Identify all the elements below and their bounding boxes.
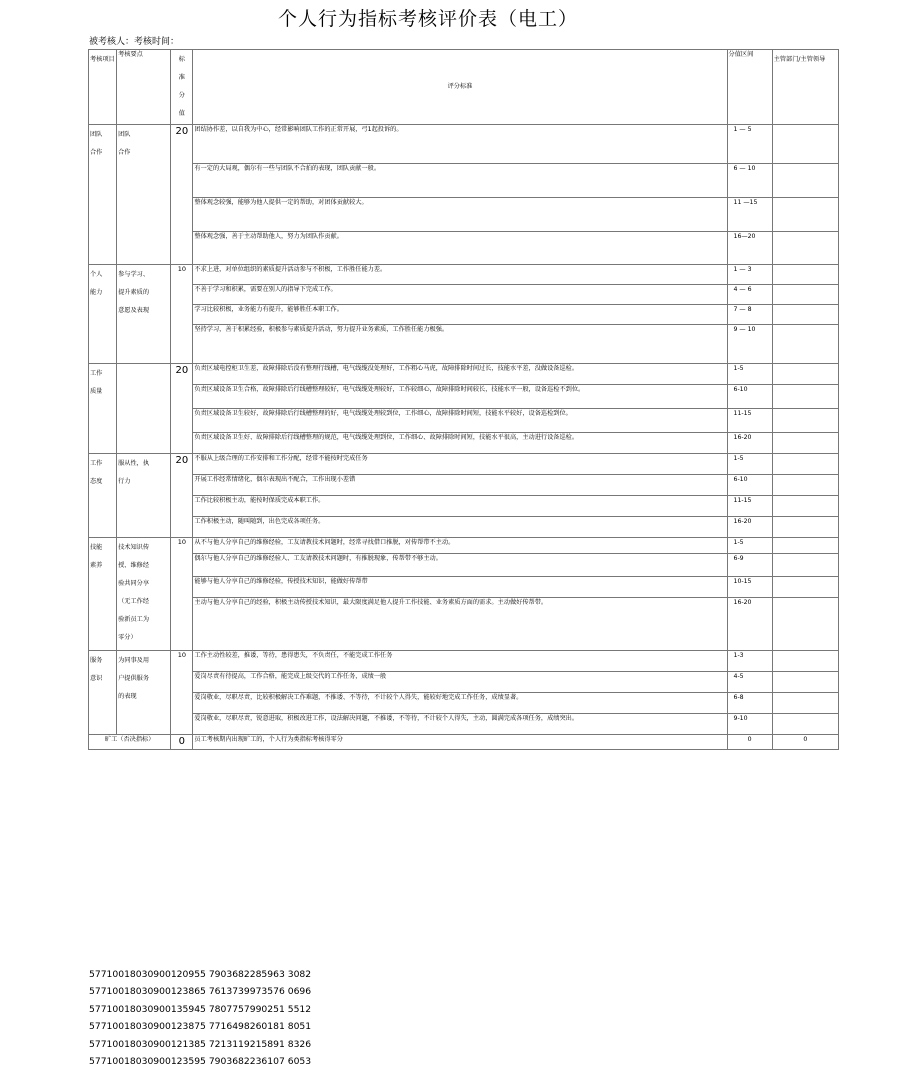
range-cell: 6-10	[727, 475, 772, 496]
code-line: 57710018030900123595 7903682236107 6053	[89, 1056, 312, 1068]
supervisor-cell	[772, 714, 838, 735]
table-row	[89, 164, 839, 198]
range-cell: 9 — 10	[727, 325, 772, 364]
item-cell: 个人 能力	[89, 265, 117, 364]
table-row	[89, 714, 839, 735]
range-cell: 16-20	[727, 517, 772, 538]
criteria-cell: 不求上进，对单位组织的素质提升活动参与不积极，工作胜任能力差。	[193, 265, 727, 285]
standard-score-cell: 10	[171, 538, 193, 651]
supervisor-cell	[772, 285, 838, 305]
points-cell	[117, 364, 171, 454]
item-cell: 工作 质量	[89, 364, 117, 454]
points-cell: 团队 合作	[117, 125, 171, 265]
criteria-cell: 从不与他人分享自己的维修经验，工友请教技术问题时，经常寻找借口推脱，对传帮带不主动。	[193, 538, 727, 554]
standard-score-cell: 20	[171, 364, 193, 454]
supervisor-cell	[772, 232, 838, 265]
supervisor-cell	[772, 577, 838, 598]
table-row	[89, 325, 839, 364]
table-row	[89, 265, 839, 285]
range-cell: 11-15	[727, 496, 772, 517]
supervisor-cell	[772, 496, 838, 517]
range-cell: 6-10	[727, 385, 772, 409]
table-row	[89, 305, 839, 325]
absence-score: 0	[171, 735, 193, 750]
table-row	[89, 232, 839, 265]
supervisor-cell	[772, 325, 838, 364]
criteria-cell: 不服从上级合理的工作安排和工作分配，经常不能按时完成任务	[193, 454, 727, 475]
points-cell: 参与学习、 提升素质的 意愿及表现	[117, 265, 171, 364]
code-line: 57710018030900121385 7213119215891 8326	[89, 1038, 312, 1050]
supervisor-cell	[772, 454, 838, 475]
criteria-cell: 负责区域设备卫生较好，故障排除后行线槽整理的好，电气线缆处理较到位，工作细心，故障排除时间短，技能水平较好，设备巡检到位。	[193, 409, 727, 433]
header-supervisor: 主管部门/主管领导	[772, 50, 838, 125]
code-line: 57710018030900135945 7807757990251 5512	[89, 1003, 312, 1015]
code-list	[89, 966, 311, 1070]
header-points: 考核要点	[117, 50, 171, 125]
range-cell: 6-9	[727, 554, 772, 577]
criteria-cell: 有一定的大局观，偶尔有一些与团队不合拍的表现，团队贡献一般。	[193, 164, 727, 198]
table-row	[89, 538, 839, 554]
table-row	[89, 577, 839, 598]
range-cell: 11 —15	[727, 198, 772, 232]
standard-score-cell: 10	[171, 651, 193, 735]
range-cell: 6-8	[727, 693, 772, 714]
table-row	[89, 598, 839, 651]
item-cell: 服务 意识	[89, 651, 117, 735]
criteria-cell: 不善于学习和积累，需要在别人的指导下完成工作。	[193, 285, 727, 305]
criteria-cell: 工作主动性较差，推诿，等待，患得患失，不负责任，不能完成工作任务	[193, 651, 727, 672]
table-row	[89, 475, 839, 496]
code-line: 57710018030900123865 7613739973576 0696	[89, 986, 312, 998]
supervisor-cell	[772, 364, 838, 385]
table-row	[89, 385, 839, 409]
supervisor-cell	[772, 265, 838, 285]
supervisor-cell	[772, 475, 838, 496]
criteria-cell: 负责区域电控柜卫生差，故障排除后没有整理行线槽，电气线缆没处理好，工作粗心马虎，故障排除时间过长，技能水平差，没做设备巡检。	[193, 364, 727, 385]
supervisor-cell	[772, 554, 838, 577]
supervisor-cell	[772, 409, 838, 433]
range-cell: 16—20	[727, 232, 772, 265]
supervisor-cell	[772, 385, 838, 409]
absence-supervisor: 0	[772, 735, 838, 750]
criteria-cell: 工作积极主动，随叫随到，出色完成各项任务。	[193, 517, 727, 538]
table-row	[89, 409, 839, 433]
item-cell: 工作 态度	[89, 454, 117, 538]
header-standard-score: 标 准 分 值	[171, 50, 193, 125]
range-cell: 16-20	[727, 598, 772, 651]
supervisor-cell	[772, 164, 838, 198]
table-row	[89, 364, 839, 385]
range-cell: 1-5	[727, 538, 772, 554]
range-cell: 16-20	[727, 433, 772, 454]
supervisor-cell	[772, 198, 838, 232]
range-cell: 11-15	[727, 409, 772, 433]
header-range: 分值区间	[727, 50, 772, 125]
range-cell: 1-5	[727, 454, 772, 475]
range-cell: 4-5	[727, 672, 772, 693]
table-row	[89, 454, 839, 475]
absence-criteria: 员工考核期内出现旷工的，个人行为类指标考核得零分	[193, 735, 727, 750]
range-cell: 1 — 3	[727, 265, 772, 285]
range-cell: 4 — 6	[727, 285, 772, 305]
standard-score-cell: 20	[171, 454, 193, 538]
standard-score-cell: 10	[171, 265, 193, 364]
item-cell: 技能 素养	[89, 538, 117, 651]
code-line: 57710018030900123875 7716498260181 8051	[89, 1021, 312, 1033]
range-cell: 1-5	[727, 364, 772, 385]
criteria-cell: 学习比较积极，业务能力有提升，能够胜任本职工作。	[193, 305, 727, 325]
item-cell: 团队 合作	[89, 125, 117, 265]
range-cell: 1 — 5	[727, 125, 772, 164]
evaluation-table	[88, 49, 839, 750]
criteria-cell: 主动与他人分享自己的经验，积极主动传授技术知识，最大限度满足他人提升工作技能、业务素质方面的需求。主动做好传帮带。	[193, 598, 727, 651]
table-row	[89, 672, 839, 693]
supervisor-cell	[772, 305, 838, 325]
criteria-cell: 整体观念强，善于主动帮助他人，努力为团队作贡献。	[193, 232, 727, 265]
supervisor-cell	[772, 517, 838, 538]
table-row	[89, 198, 839, 232]
supervisor-cell	[772, 672, 838, 693]
header-row	[89, 50, 839, 125]
criteria-cell: 负责区域设备卫生合格，故障排除后行线槽整理较好，电气线缆处理较好，工作较细心，故障排除时间较长，技能水平一般，设备巡检不到位。	[193, 385, 727, 409]
range-cell: 7 — 8	[727, 305, 772, 325]
criteria-cell: 团结协作差，以自我为中心，经常影响团队工作的正常开展，弓1起投诉的。	[193, 125, 727, 164]
supervisor-cell	[772, 125, 838, 164]
range-cell: 6 — 10	[727, 164, 772, 198]
criteria-cell: 能够与他人分享自己的维修经验，传授技术知识，能做好传帮带	[193, 577, 727, 598]
header-item: 考核项目	[89, 50, 117, 125]
standard-score-cell: 20	[171, 125, 193, 265]
table-row	[89, 285, 839, 305]
supervisor-cell	[772, 651, 838, 672]
page-title: 个人行为指标考核评价表（电工）	[277, 8, 578, 30]
absence-label: 旷工（否决指标）	[89, 735, 171, 750]
points-cell: 为同事及用 户提供服务 的表现	[117, 651, 171, 735]
supervisor-cell	[772, 433, 838, 454]
table-row	[89, 554, 839, 577]
absence-row	[89, 735, 839, 750]
criteria-cell: 爱岗敬业，尽职尽责，比较积极解决工作难题，不推诿、不等待，不计较个人得失，能较好地完成工作任务，成绩显著。	[193, 693, 727, 714]
criteria-cell: 爱岗尽责有待提高，工作合格，能完成上级交代的工作任务，成绩一般	[193, 672, 727, 693]
table-row	[89, 433, 839, 454]
supervisor-cell	[772, 693, 838, 714]
criteria-cell: 整体观念较强，能够为他人提供一定的帮助，对团体贡献较大。	[193, 198, 727, 232]
supervisor-cell	[772, 538, 838, 554]
absence-range: 0	[727, 735, 772, 750]
subtitle: 被考核人：考核时间：	[89, 37, 180, 47]
points-cell: 技术知识传 授、维修经 验共同分享 （无工作经 验新员工为 零分）	[117, 538, 171, 651]
range-cell: 10-15	[727, 577, 772, 598]
criteria-cell: 爱岗敬业，尽职尽责，锐意进取，积极改进工作，设法解决问题，不推诿，不等待，不计较个人得失，主动，圆满完成各项任务，成绩突出。	[193, 714, 727, 735]
criteria-cell: 偶尔与他人分享自己的维修经验人、工友请教技术问题时，有推脱现象，传帮带不够主动。	[193, 554, 727, 577]
table-row	[89, 496, 839, 517]
criteria-cell: 负责区域设备卫生好、故障排除后行线槽整理的规范，电气线缆处理到位，工作细心、故障排除时间短，技能水平很高，主动进行设备巡检。	[193, 433, 727, 454]
points-cell: 服从性，执 行力	[117, 454, 171, 538]
range-cell: 9-10	[727, 714, 772, 735]
range-cell: 1-3	[727, 651, 772, 672]
supervisor-cell	[772, 598, 838, 651]
table-row	[89, 651, 839, 672]
table-row	[89, 693, 839, 714]
table-row	[89, 517, 839, 538]
header-criteria: 评分标准	[193, 50, 727, 125]
code-line: 57710018030900120955 7903682285963 3082	[89, 969, 312, 980]
criteria-cell: 工作比较积极主动，能按时保质完成本职工作。	[193, 496, 727, 517]
criteria-cell: 坚持学习，善于积累经验，积极参与素质提升活动，努力提升业务素质，工作胜任能力极强。	[193, 325, 727, 364]
criteria-cell: 开展工作经常情绪化，偶尔表现出不配合，工作出现小差错	[193, 475, 727, 496]
table-row	[89, 125, 839, 164]
